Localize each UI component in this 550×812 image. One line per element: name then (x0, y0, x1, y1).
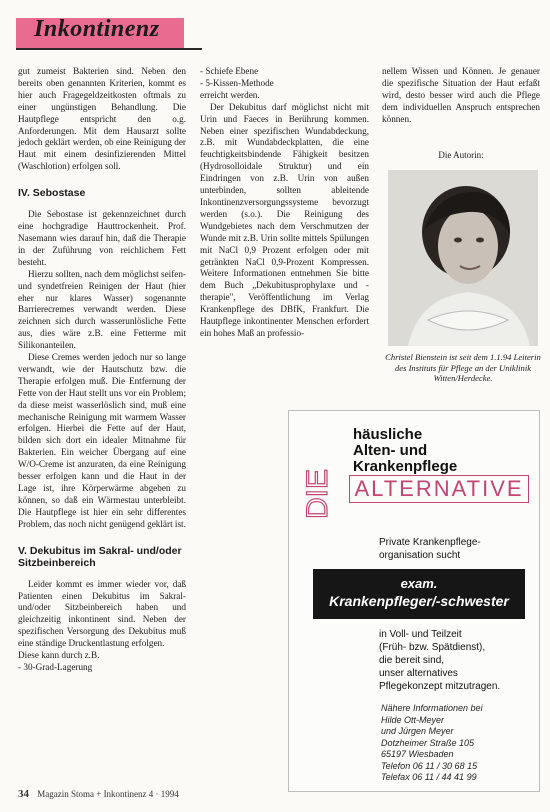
ad-body-1: in Voll- und Teilzeit (379, 629, 462, 640)
paragraph: Der Dekubitus darf möglichst nicht mit Urin und Faeces in Berührung kommen. Neben einer spezifischen Wundabdeckung, z.B. mit Wundabdeckplatten, die eine feuchtigkeitsbindende Fähigkeit besitzen (Hydrosolloidale Struktur) und ein Eindringen von z.B. Urin von außen unterbinden, sollten ableitende Inkontinenzversorgungssysteme bevorzugt werden (s.o.). Die Reinigung des Wundgebietes nach dem Verschmutzen der Wunde mit z.B. Urin sollte mittels Spülungen mit NaCl 0,9 Prozent erfolgen oder mit getränkten NaCl 0,9-Prozent Kompressen. Weitere Informationen entnehmen Sie bitte dem Buch „Dekubitusprophylaxe und -therapie", Veröffentlichung im Verlag Krankenpflege des DBfK, Frankfurt. Die Hautpflege inkontinenter Menschen erfordert ein hohes Maß an professio- (200, 101, 369, 338)
paragraph: Diese kann durch z.B. (18, 650, 100, 661)
author-photo (388, 170, 538, 346)
paragraph: Hierzu sollten, nach dem möglichst seifen- und syndetfreien Reinigen der Haut (hier eher nur klares Wasser) sogenannte Barrierecremes verwandt werden. Diese zeichnen sich durch wasserunlösliche Fette aus, dies wäre z.B. eine Fetterme mit Silikonanteilen. (18, 268, 186, 351)
article-column-3 (382, 66, 540, 126)
page-number: 34 (18, 788, 29, 800)
list-item: - Schiefe Ebene (200, 66, 259, 76)
paragraph: Leider kommt es immer wieder vor, daß Patienten einen Dekubitus im Sakral- und/oder Sitzbeinbereich haben und gleichzeitig inkontinent sind. Neben der spezifischen Versorgung des Dekubitus muß eine ständige Druckentlastung erfolgen. (18, 578, 186, 649)
ad-intro-2: organisation sucht (379, 550, 461, 561)
job-title-line-1: exam. (400, 576, 438, 591)
photo-caption: Christel Bienstein ist seit dem 1.1.94 Leiterin des Instituts für Pflege an der Uniklinik Witten/Herdecke. (385, 352, 541, 383)
job-title-banner (313, 569, 525, 619)
paragraph: Diese Cremes werden jedoch nur so lange verwandt, wie der Hautschutz bzw. die Therapie erfolgen muß. Die Entfernung der Fette von der Haut stellt uns vor ein Problem; da diese meist wasserlöslich sind, muß eine mechanische Reinigung mit warmem Wasser erfolgen. Hierbei die Fette auf der Haut, bilden sich dort ein idealer Mitnahme für Bakterien. Ein weicher Übergang auf eine W/O-Creme ist anzuraten, da eine Reinigung besser erfolgen kann und die Haut in der Lage ist, ihre Körperwärme abgeben zu können, so daß ein Wärmestau unterbleibt. Die Hautpflege ist hier ein sehr differentes Problem, das noch nicht genügend geklärt ist. (18, 352, 186, 529)
paragraph: Die Sebostase ist gekennzeichnet durch eine hochgradige Hauttrockenheit. Prof. Nasemann wies darauf hin, daß die Therapie in der Zuführung von reichlichem Fett besteht. (18, 209, 186, 267)
list-item: - 5-Kissen-Methode (200, 77, 274, 88)
ad-contact-block (381, 703, 483, 784)
contact-line: Nähere Informationen bei (381, 703, 483, 713)
ad-headline-2: Alten- und (353, 442, 428, 459)
contact-line: Hilde Ott-Meyer (381, 714, 445, 725)
ad-intro-1: Private Krankenpflege- (379, 537, 481, 548)
contact-line: und Jürgen Meyer (381, 726, 454, 736)
contact-line: Telefax 06 11 / 44 41 99 (381, 772, 477, 782)
author-label: Die Autorin: (438, 150, 484, 160)
contact-line: 65197 Wiesbaden (381, 749, 454, 759)
header-rule (16, 48, 202, 50)
paragraph: erreicht werden. (200, 89, 260, 100)
ad-body-2: (Früh- bzw. Spätdienst), (379, 642, 486, 653)
alternative-logo: ALTERNATIVE (349, 475, 529, 503)
paragraph: - 30-Grad-Lagerung (18, 661, 93, 672)
contact-line: Telefon 06 11 / 30 68 15 (381, 760, 478, 771)
ad-headline-3: Krankenpflege (353, 458, 458, 475)
section-heading: V. Dekubitus im Sakral- und/oder Sitzbeinbereich (18, 544, 182, 569)
section-heading: IV. Sebostase (18, 187, 86, 200)
contact-line: Dotzheimer Straße 105 (381, 737, 475, 748)
paragraph: nellem Wissen und Können. Je genauer die spezifische Situation der Haut erfaßt wird, desto besser wird auch die Pflege dem individuellen Anspruch entsprechen können. (382, 66, 540, 124)
ad-body-5: Pflegekonzept mitzutragen. (379, 681, 501, 692)
ad-body-3: die bereit sind, (379, 655, 445, 666)
job-title-line-2: Krankenpfleger/-schwester (329, 593, 509, 609)
article-column-2 (200, 66, 369, 340)
advertisement (288, 410, 540, 792)
journal-name: Magazin Stoma + Inkontinenz 4 · 1994 (37, 789, 179, 799)
portrait-image (388, 170, 538, 346)
svg-text:DIE: DIE (301, 468, 334, 519)
paragraph: gut zumeist Bakterien sind. Neben den bereits oben genannten Kriterien, kommt es hier auch Fragegeldzeitkosten oftmals zu einer ungünstigen Behandlung. Die Hautpflege entspricht den o.g. Anforderungen. Mit dem Hausarzt sollte jedoch geklärt werden, ob eine Reinigung der Haut mit einem desinfizierenden Mittel (Waschlotion) erfolgen soll. (18, 66, 186, 172)
die-logo (301, 435, 337, 521)
page-footer (18, 788, 179, 800)
article-column-1 (18, 66, 186, 674)
ad-body-4: unser alternatives (379, 668, 458, 679)
page-title: Inkontinenz (34, 16, 160, 42)
ad-headline-1: häusliche (353, 426, 423, 443)
